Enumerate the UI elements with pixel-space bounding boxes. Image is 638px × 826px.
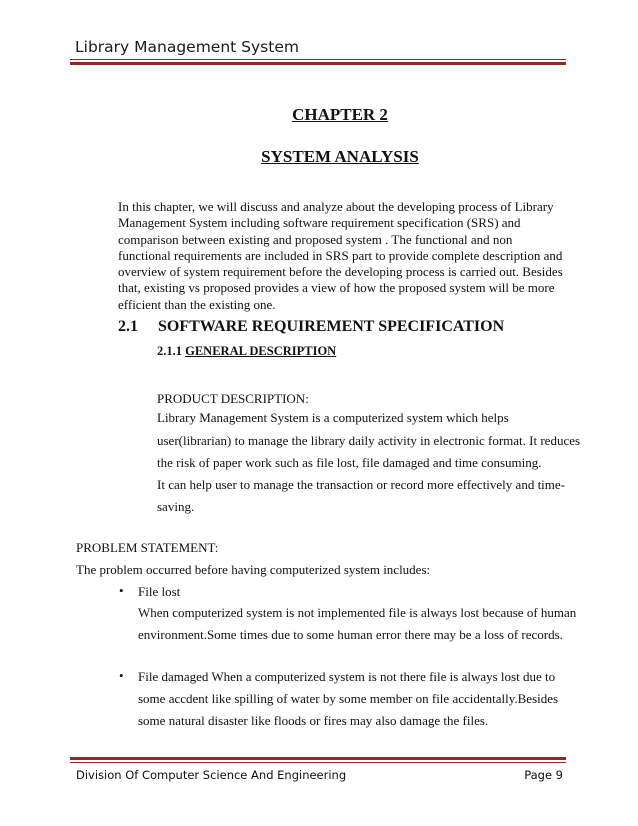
bullet-line: File damaged When a computerized system is not there file is always lost due to (138, 669, 556, 684)
bullet-icon: • (119, 668, 124, 683)
subsection-heading (157, 344, 336, 359)
bullet-line: When computerized system is not implemented file is always lost because of human (138, 605, 577, 620)
section-number: 2.1 (118, 318, 138, 335)
bullet-line: some accdent like spilling of water by some member on file accidentally.Besides (138, 691, 559, 706)
product-description-heading: PRODUCT DESCRIPTION: (157, 391, 309, 406)
header-rule-thin (70, 59, 566, 60)
product-description-line: user(librarian) to manage the library daily activity in electronic format. It reduces (157, 433, 581, 448)
chapter-number: CHAPTER 2 (292, 105, 388, 124)
page-header-title: Library Management System (75, 38, 299, 56)
subsection-title: GENERAL DESCRIPTION (185, 344, 337, 358)
footer-page-number: Page 9 (524, 768, 563, 782)
intro-paragraph: In this chapter, we will discuss and analyze about the developing process of Library Management System including software requirement specification (SRS) and comparison between existing and proposed system . The functional and non functional requirements are included in SRS part to provide complete description and overview of system requirement before the developing process is carried out. Besides that, existing vs proposed provides a view of how the proposed system will be more efficient than the existing one. (118, 199, 563, 312)
product-description-line: saving. (157, 499, 195, 514)
header-rule-thick (70, 62, 566, 65)
footer-department: Division Of Computer Science And Engineering (76, 768, 347, 782)
bullet-icon: • (119, 583, 124, 598)
product-description-line: the risk of paper work such as file lost, file damaged and time consuming. (157, 455, 542, 470)
bullet-line: some natural disaster like floods or fires may also damage the files. (138, 713, 489, 728)
chapter-title: SYSTEM ANALYSIS (261, 147, 419, 166)
subsection-number: 2.1.1 (157, 344, 182, 358)
product-description-line: Library Management System is a computerized system which helps (157, 410, 509, 425)
section-title: SOFTWARE REQUIREMENT SPECIFICATION (158, 318, 505, 335)
footer-rule-thick (70, 757, 566, 760)
bullet-line: environment.Some times due to some human error there may be a loss of records. (138, 627, 563, 642)
bullet-line: File lost (138, 584, 181, 599)
footer-rule-thin (70, 762, 566, 763)
problem-statement-heading: PROBLEM STATEMENT: (76, 540, 219, 555)
problem-statement-intro: The problem occurred before having computerized system includes: (76, 562, 431, 577)
product-description-line: It can help user to manage the transaction or record more effectively and time- (157, 477, 566, 492)
